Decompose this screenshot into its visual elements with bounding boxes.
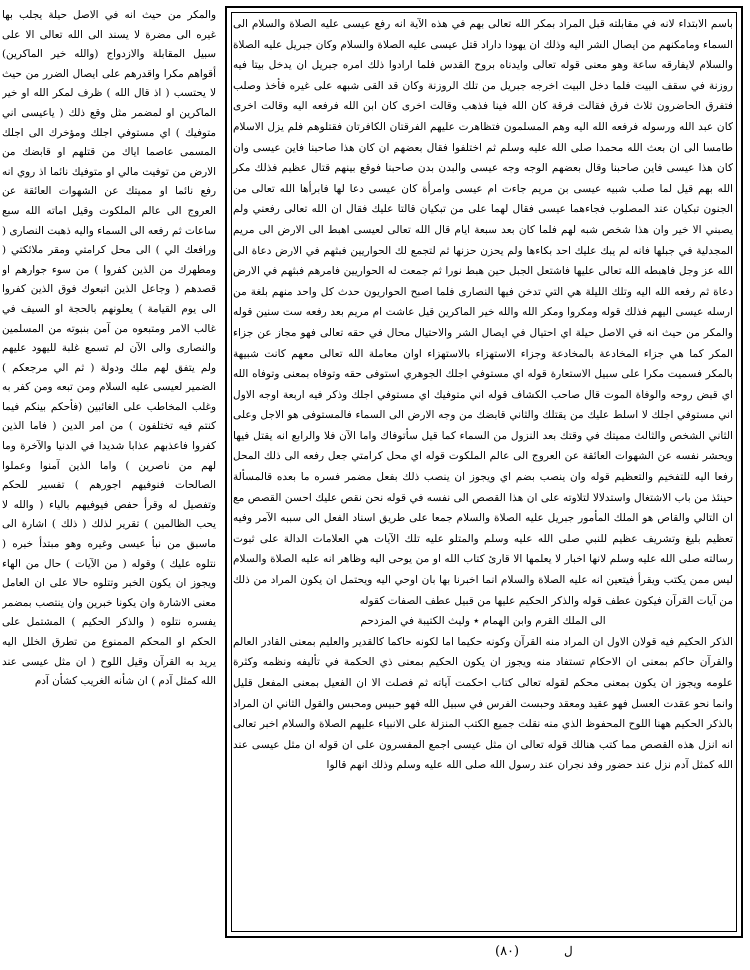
- paragraph: باسم الابتداء لانه في مقابلته قبل المراد بمكر الله تعالى بهم في هذه الآية انه رفع عيسى عليه الصلاة والسلام الى السماء ومامكنهم من ايصال الشر اليه وذلك ان يهودا داراد قتل عيسى عليه الصلاة والسلام وكان جبريل عليه الصلاة والسلام لايفارقه ساعة وهو معنى قوله تعالى وايدناه بروح القدس فلما ارادوا ذلك امره جبريل ان يدخل بيتا فيه روزنة في سقف البيت فلما دخل البيت اخرجه جبريل من تلك الروزنة وكان قد القى شبهه على غيره فأخذ وصلب فتفرق الحاضرون ثلاث فرق فقالت فرقة كان الله فينا فذهب وقالت اخرى كان ابن الله فرفعه اليه وقالت اخرى كان عبد الله ورسوله فرفعه الله اليه وهم المسلمون فتظاهرت عليهم الفرقتان الكافرتان فقتلوهم فلم يزل الاسلام طامسا الى ان بعث الله محمدا صلى الله عليه وسلم ثم اختلفوا فقال بعضهم ان كان هذا صاحبنا فاين عيسى وان كان هذا عيسى فاين صاحبنا وقال بعضهم الوجه وجه عيسى والبدن بدن صاحبنا فوقع بينهم قتال عظيم فذلك مكر الله بهم قيل لما صلب شبيه عيسى بن مريم جاءت ام عيسى وامرأة كان عيسى دعا لها فابرأها الله تعالى من الجنون تبكيان عند المصلوب فجاءهما عيسى فقال لهما على من تبكيان قالتا عليك فقال ان الله تعالى رفعني ولم يصبني الا خير وان هذا شخص شبه لهم فلما كان بعد سبعة ايام قال الله تعالى لعيسى اهبط الى الارض الى مريم المجدلية في جبلها فانه لم يبك عليك احد بكاءها ولم يحزن حزنها ثم لتجمع لك الحواريين فبثهم في الارض دعاة الى الله عز وجل فاهبطه الله تعالى عليها فاشتعل الجبل حين هبط نورا ثم جمعت له الحواريين فامرهم فبثهم في الارض دعاة ثم رفعه الله اليه وتلك الليلة هي التي تدخن فيها النصارى فلما اصبح الحواريون حدث كل واحد منهم بلغة من ارسله عيسى اليهم فذلك قوله ومكروا ومكر الله والله خير الماكرين قيل عاشت ام مريم بعد رفعه ست سنين: [233, 18, 733, 319]
- main-text-frame: [225, 6, 743, 938]
- paragraph: قوله اي مستوفي اجلك الجوهري استوفى حقه وتوفاه بمعنى وتوفاه الله اي قبض روحه والوفاة الموت قال صاحب الكشاف قوله اني متوفيك اي مستوفي اجلك وذكر فيه اربعة اوجه الاول اني مستوفي اجلك لا اسلط عليك من يقتلك والثاني قابضك من وجه الارض الى السماء فالمستوفى هو الاجل وعلى الثاني الشخص والثالث مميتك في وقتك بعد النزول من السماء كما قيل سأتوفاك واما الآن فلا والرابع انه يقتل فيها ويحشر نفسه عن الشهوات العائقة عن العروج الى عالم الملكوت: [233, 368, 734, 463]
- page-footer: [225, 942, 743, 968]
- paragraph: الذكر الحكيم فيه قولان الاول ان المراد منه القرآن وكونه حكيما اما لكونه حاكما كالقدير والعليم بمعنى القادر العالم والقرآن حاكم بمعنى ان الاحكام تستفاد منه ويجوز ان يكون الحكيم بمعنى ذي الحكمة في تأليفه ونظمه وكثرة علومه ويجوز ان يكون بمعنى محكم لقوله تعالى كتاب احكمت آياته ثم فصلت الا ان الفعيل بمعنى المفعل قليل وانما نحو عقدت العسل فهو عقيد ومعقد وحبست الفرس في سبيل الله فهو حبيس ومحبس والقول الثاني ان المراد بالذكر الحكيم ههنا اللوح المحفوظ الذي منه نقلت جميع الكتب المنزلة على الانبياء عليهم الصلاة والسلام اخبر تعالى انه انزل هذه القصص مما كتب هنالك: [233, 635, 733, 751]
- margin-commentary: [2, 6, 216, 886]
- paragraph: قوله اي محل كرامتي جعل رفعه الى ذلك المحل رفعا اليه للتفخيم والتعظيم: [233, 450, 733, 484]
- page-number: (٨٠): [495, 944, 520, 959]
- main-commentary: [233, 14, 733, 776]
- paragraph: قوله تعالى ان مثل عيسى اجمع المفسرون على ان قوله ان مثل عيسى عند الله كمثل آدم نزل عند حضور وفد نجران عند رسول الله صلى الله عليه وسلم وذلك انهم قالوا: [233, 738, 733, 772]
- paragraph: قوله والمكر من حيث انه في الاصل حيلة اي احتيال في ايصال الشر والاحتيال محال في حقه تعالى فهو مجاز عن جزاء المكر كما هي جزاء المخادعة بالمخادعة وجزاء الاستهزاء بالاستهزاء اوان معاملة الله تعالى معهم كانت شبيهة بالمكر فسميت مكرا على سبيل الاستعارة: [233, 306, 733, 381]
- margin-text: والمكر من حيث انه في الاصل حيلة يجلب بها غيره الى مضرة لا يسند الى الله تعالى الا على سبيل المقابلة والازدواج (والله خير الماكرين) أقواهم مكرا واقدرهم على ايصال الضرر من حيث لا يحتسب ( اذ قال الله ) ظرف لمكر الله او خير الماكرين او لمضمر مثل وقع ذلك ( ياعيسى اني متوفيك ) اي مستوفي اجلك ومؤخرك الى اجلك المسمى عاصما اياك من قتلهم او قابضك من الارض من توفيت مالي او متوفيك نائما اذ روي انه رفع نائما او مميتك عن الشهوات العائقة عن العروج الى عالم الملكوت وقيل اماته الله سبع ساعات ثم رفعه الى السماء واليه ذهبت النصارى ( ورافعك الي ) الى محل كرامتي ومقر ملائكتي ( ومطهرك من الذين كفروا ) من سوء جوارهم او قصدهم ( وجاعل الذين اتبعوك فوق الذين كفروا الى يوم القيامة ) يعلونهم بالحجة او السيف في غالب الامر ومتبعوه من آمن بنبوته من المسلمين والنصارى والى الآن لم تسمع غلبة لليهود عليهم ولم يتفق لهم ملك ودولة ( ثم الي مرجعكم ) الضمير لعيسى عليه السلام ومن تبعه ومن كفر به وغلب المخاطب على الغائبين (فأحكم بينكم فيما كنتم فيه تختلفون ) من امر الدين ( فاما الذين كفروا فاعذبهم عذابا شديدا في الدنيا والآخرة وما لهم من ناصرين ) واما الذين آمنوا وعملوا الصالحات فنوفيهم اجورهم ) تفسير للحكم وتفصيل له وقرأ حفص فيوفيهم بالياء ( والله لا يحب الظالمين ) تقرير لذلك ( ذلك ) اشارة الى ماسبق من نبأ عيسى وغيره وهو مبتدأ خبره ( نتلوه عليك ) وقوله ( من الآيات ) حال من الهاء ويجوز ان يكون الخبر وتتلوه حالا على ان العامل معنى الاشارة وان يكونا خبرين وان ينتصب بمضمر يفسره نتلوه ( والذكر الحكيم ) المشتمل على الحكم او المحكم الممنوع من تطرق الخلل اليه يريد به القرآن وقيل اللوح ( ان مثل عيسى عند الله كمثل آدم ) ان شأنه الغريب كشأن آدم: [2, 9, 216, 688]
- signature-mark: ل: [564, 944, 573, 958]
- verse-line: الى الملك القرم وابن الهمام ٭ وليث الكتيبة في المزدحم: [360, 615, 606, 628]
- paragraph: قوله وان ينصب بضم اي ويجوز ان ينصب ذلك بفعل مضمر فسره ما بعده قالمسألة حينئذ من باب الاشتغال واستدلالا لتلاوته على ان هذا القصص الى نفسه في قوله نحن نقص عليك احسن القصص مع ان التالي والقاص هو الملك المأمور جبريل عليه الصلاة والسلام جمعا على طريق اسناد الفعل الى سببه الآمر وفيه تعظيم بليغ وتشريف عظيم للنبي صلى الله عليه وسلم والمتلو عليه تلك الآيات هي العلامات الدالة على ثبوت رسالته صلى الله عليه وسلم لانها اخبار لا يعلمها الا قارئ كتاب الله او من يوحى اليه وظاهر انه عليه الصلاة والسلام ليس ممن يكتب ويقرأ فيتعين انه عليه الصلاة والسلام انما اخبرنا بها بان اوحي اليه ويحتمل ان يكون المراد من ذلك من آيات القرآن فيكون عطف قوله والذكر الحكيم عليها من قبيل عطف الصفات كقوله: [233, 471, 733, 607]
